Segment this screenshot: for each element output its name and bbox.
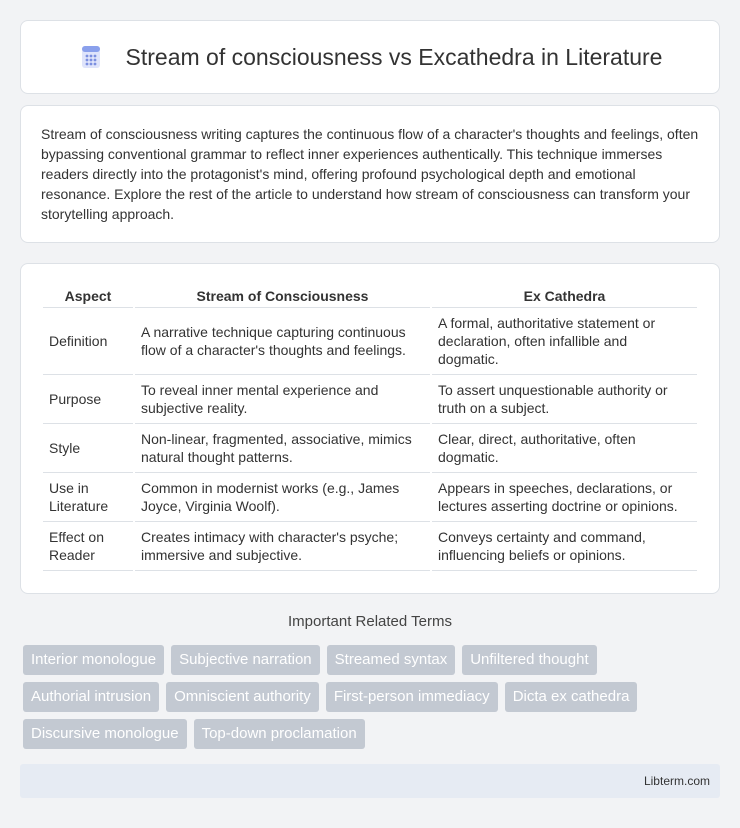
footer — [20, 764, 720, 798]
related-terms-list — [23, 645, 713, 749]
cell-aspect: Use in Literature — [43, 473, 133, 522]
related-terms-title: Important Related Terms — [288, 613, 452, 630]
header-aspect: Aspect — [43, 284, 133, 308]
footer-site-link[interactable]: Libterm.com — [643, 774, 710, 788]
related-term-tag[interactable]: Discursive monologue — [23, 719, 187, 749]
document-grid-icon — [78, 44, 104, 70]
page-title: Stream of consciousness vs Excathedra in Literature — [125, 43, 663, 70]
comparison-table — [41, 284, 699, 571]
header-excathedra: Ex Cathedra — [432, 284, 697, 308]
cell-excathedra: A formal, authoritative statement or declaration, often infallible and dogmatic. — [432, 308, 697, 375]
related-term-tag[interactable]: Top-down proclamation — [194, 719, 365, 749]
header-stream: Stream of Consciousness — [135, 284, 430, 308]
cell-excathedra: Clear, direct, authoritative, often dogmatic. — [432, 424, 697, 473]
table-row — [43, 522, 697, 571]
related-term-tag[interactable]: Subjective narration — [171, 645, 320, 675]
cell-aspect: Effect on Reader — [43, 522, 133, 571]
table-row — [43, 375, 697, 424]
table-row — [43, 308, 697, 375]
cell-excathedra: Appears in speeches, declarations, or lectures asserting doctrine or opinions. — [432, 473, 697, 522]
cell-aspect: Style — [43, 424, 133, 473]
cell-excathedra: To assert unquestionable authority or truth on a subject. — [432, 375, 697, 424]
cell-stream: A narrative technique capturing continuous flow of a character's thoughts and feelings. — [135, 308, 430, 375]
intro-card — [20, 105, 720, 243]
related-term-tag[interactable]: Unfiltered thought — [462, 645, 596, 675]
table-row — [43, 473, 697, 522]
related-term-tag[interactable]: First-person immediacy — [326, 682, 498, 712]
cell-stream: To reveal inner mental experience and subjective reality. — [135, 375, 430, 424]
related-term-tag[interactable]: Streamed syntax — [327, 645, 456, 675]
cell-aspect: Purpose — [43, 375, 133, 424]
cell-stream: Creates intimacy with character's psyche; immersive and subjective. — [135, 522, 430, 571]
cell-aspect: Definition — [43, 308, 133, 375]
cell-stream: Common in modernist works (e.g., James Joyce, Virginia Woolf). — [135, 473, 430, 522]
related-term-tag[interactable]: Dicta ex cathedra — [505, 682, 638, 712]
related-term-tag[interactable]: Omniscient authority — [166, 682, 319, 712]
header-card — [20, 20, 720, 94]
intro-text: Stream of consciousness writing captures the continuous flow of a character's thoughts and feelings, often bypassing conventional grammar to reflect inner experiences authentically. This technique immerses readers directly into the protagonist's mind, offering profound psychological depth and emotional resonance. Explore the rest of the article to understand how stream of consciousness can transform your storytelling approach. — [41, 126, 699, 222]
cell-excathedra: Conveys certainty and command, influencing beliefs or opinions. — [432, 522, 697, 571]
cell-stream: Non-linear, fragmented, associative, mimics natural thought patterns. — [135, 424, 430, 473]
related-term-tag[interactable]: Interior monologue — [23, 645, 164, 675]
comparison-table-card — [20, 263, 720, 594]
table-header-row — [43, 284, 697, 308]
related-term-tag[interactable]: Authorial intrusion — [23, 682, 159, 712]
table-row — [43, 424, 697, 473]
